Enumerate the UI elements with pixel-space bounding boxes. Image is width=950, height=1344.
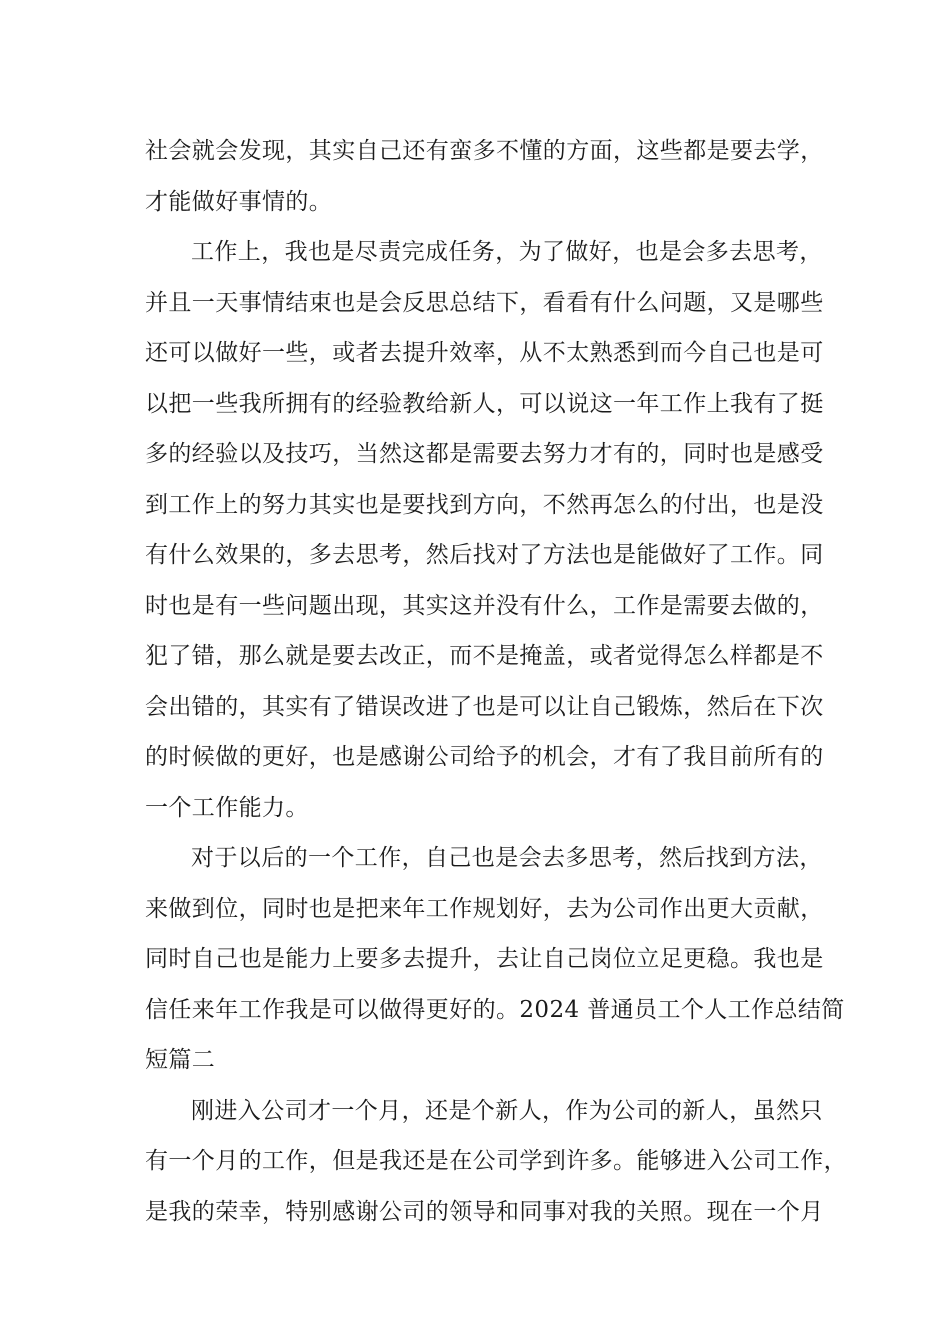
text-line: 还可以做好一些，或者去提升效率，从不太熟悉到而今自己也是可: [145, 340, 824, 366]
text-line: 到工作上的努力其实也是要找到方向，不然再怎么的付出，也是没: [145, 491, 824, 518]
text-line: 才能做好事情的。: [145, 188, 333, 215]
text-line: 同时自己也是能力上要多去提升，去让自己岗位立足更稳。我也是: [145, 946, 824, 972]
text-line: 并且一天事情结束也是会反思总结下，看看有什么问题，又是哪些: [145, 289, 824, 316]
text-line: 来做到位，同时也是把来年工作规划好，去为公司作出更大贡献，: [145, 895, 824, 922]
text-line: 刚进入公司才一个月，还是个新人，作为公司的新人，虽然只: [191, 1097, 823, 1124]
text-line: 时也是有一些问题出现，其实这并没有什么，工作是需要去做的，: [145, 592, 824, 619]
text-line: 一个工作能力。: [145, 794, 309, 821]
text-line: 犯了错，那么就是要去改正，而不是掩盖，或者觉得怎么样都是不: [145, 643, 824, 669]
text-line: 多的经验以及技巧，当然这都是需要去努力才有的，同时也是感受: [145, 441, 824, 467]
text-line: 工作上，我也是尽责完成任务，为了做好，也是会多去思考，: [191, 239, 823, 265]
text-line: 会出错的，其实有了错误改进了也是可以让自己锻炼，然后在下次: [145, 693, 824, 720]
text-line: 短篇二: [145, 1047, 216, 1073]
text-line: 对于以后的一个工作，自己也是会去多思考，然后找到方法，: [191, 845, 823, 871]
text-line: 以把一些我所拥有的经验教给新人，可以说这一年工作上我有了挺: [145, 390, 824, 417]
text-line: 有一个月的工作，但是我还是在公司学到许多。能够进入公司工作，: [145, 1148, 847, 1174]
document-body: [145, 126, 845, 1237]
text-line: 社会就会发现，其实自己还有蛮多不懂的方面，这些都是要去学，: [145, 138, 824, 164]
text-line: 的时候做的更好，也是感谢公司给予的机会，才有了我目前所有的: [145, 744, 824, 770]
text-line: 信任来年工作我是可以做得更好的。2024 普通员工个人工作总结简: [145, 996, 845, 1023]
text-line: 有什么效果的，多去思考，然后找对了方法也是能做好了工作。同: [145, 542, 824, 568]
text-line: 是我的荣幸，特别感谢公司的领导和同事对我的关照。现在一个月: [145, 1198, 824, 1225]
